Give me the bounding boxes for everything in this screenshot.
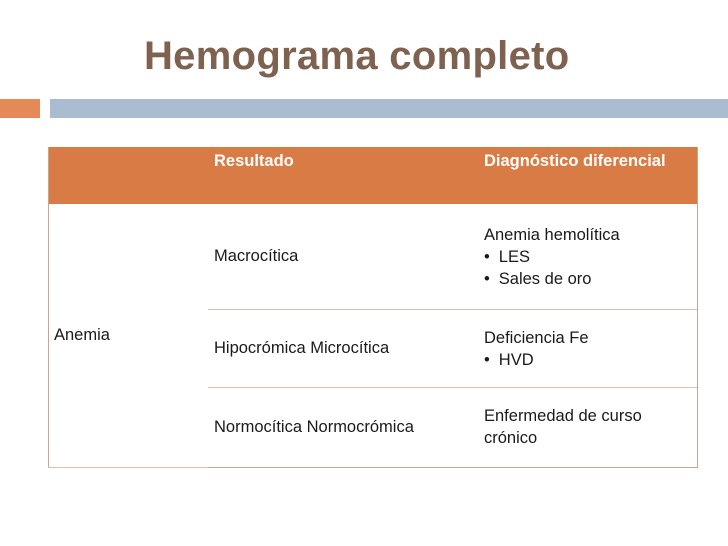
list-item: • HVD — [484, 349, 692, 371]
accent-bar-blue — [50, 99, 728, 118]
result-cell: Hipocrómica Microcítica — [208, 309, 478, 387]
hemogram-table — [48, 147, 698, 468]
bullet-list — [484, 246, 692, 290]
table-row — [48, 204, 698, 309]
diagnosis-text: Deficiencia Fe — [484, 329, 589, 347]
diagnosis-cell — [478, 309, 698, 387]
slide-title: Hemograma completo — [144, 34, 570, 78]
diagnosis-cell — [478, 204, 698, 309]
diagnosis-text: Anemia hemolítica — [484, 226, 620, 245]
header-category — [48, 147, 208, 204]
category-cell: Anemia — [48, 204, 208, 467]
bullet-list — [484, 349, 692, 371]
header-diagnosis: Diagnóstico diferencial — [478, 147, 698, 204]
diagnosis-cell: Enfermedad de curso crónico — [478, 387, 698, 467]
accent-bar-orange — [0, 99, 40, 118]
result-cell: Macrocítica — [208, 204, 478, 309]
table-header-row — [48, 147, 698, 204]
header-result: Resultado — [208, 147, 478, 204]
result-cell: Normocítica Normocrómica — [208, 387, 478, 467]
list-item: • LES — [484, 246, 692, 268]
list-item: • Sales de oro — [484, 268, 692, 290]
